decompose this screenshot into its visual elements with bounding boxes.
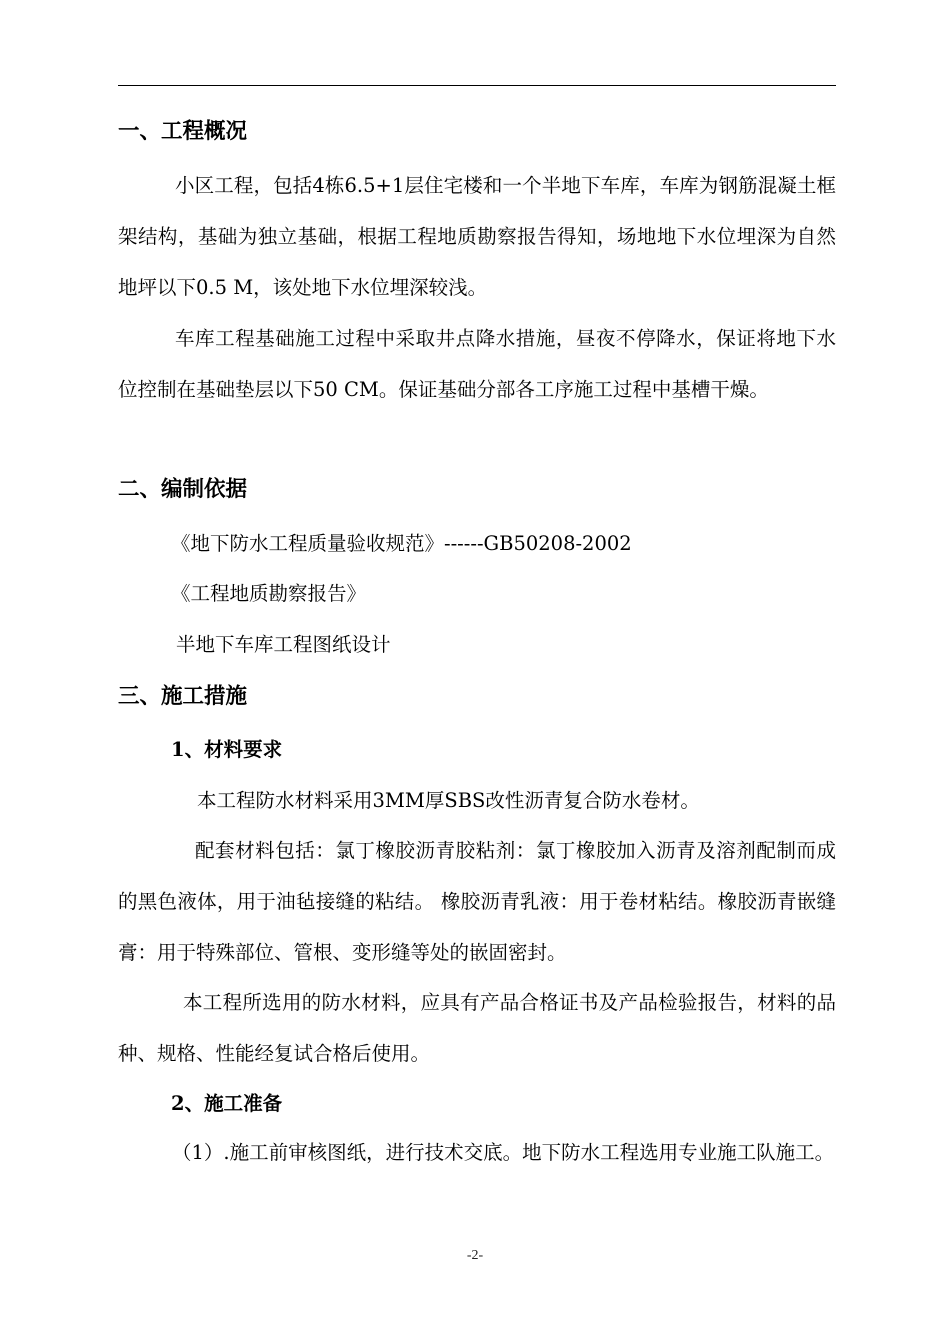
materials-paragraph-2: 配套材料包括：氯丁橡胶沥青胶粘剂：氯丁橡胶加入沥青及溶剂配制而成的黑色液体，用于油毡接缝的粘结。 橡胶沥青乳液：用于卷材粘结。橡胶沥青嵌缝膏：用于特殊部位、管根、变形缝等处的嵌固密封。 (118, 839, 836, 964)
section-heading-basis: 二、编制依据 (118, 477, 248, 502)
header-rule (118, 85, 836, 86)
materials-paragraph-1: 本工程防水材料采用3MM厚SBS改性沥青复合防水卷材。 (197, 789, 700, 812)
overview-paragraph-1: 小区工程，包括4栋6.5+1层住宅楼和一个半地下车库，车库为钢筋混凝土框架结构，基础为独立基础，根据工程地质勘察报告得知，场地地下水位埋深为自然地坪以下0.5 M，该处地下水位埋深较浅。 (118, 174, 836, 299)
preparation-paragraph-1: （1）.施工前审核图纸，进行技术交底。地下防水工程选用专业施工队施工。 (172, 1141, 835, 1164)
section-heading-overview: 一、工程概况 (118, 119, 248, 144)
page-number: -2- (466, 1248, 484, 1263)
subsection-heading-preparation: 2、施工准备 (171, 1092, 283, 1115)
overview-paragraph-2: 车库工程基础施工过程中采取井点降水措施，昼夜不停降水，保证将地下水位控制在基础垫层以下50 CM。保证基础分部各工序施工过程中基槽干燥。 (118, 327, 836, 401)
section-heading-measures: 三、施工措施 (118, 684, 248, 709)
reference-item: 《地下防水工程质量验收规范》------GB50208-2002 (171, 532, 632, 555)
reference-item: 《工程地质勘察报告》 (171, 582, 367, 605)
materials-paragraph-3: 本工程所选用的防水材料，应具有产品合格证书及产品检验报告，材料的品种、规格、性能经复试合格后使用。 (118, 991, 836, 1065)
reference-item: 半地下车库工程图纸设计 (176, 633, 391, 656)
subsection-heading-materials: 1、材料要求 (171, 738, 283, 761)
